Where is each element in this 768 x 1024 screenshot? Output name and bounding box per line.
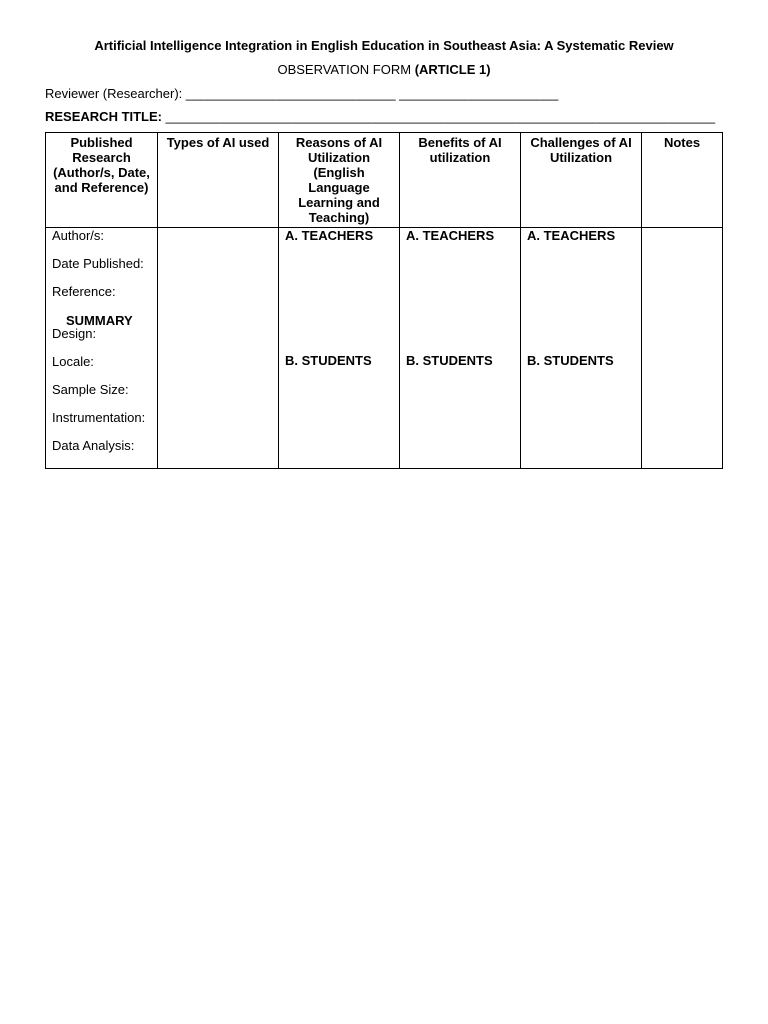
field-instrumentation: Instrumentation: <box>52 410 146 425</box>
summary-heading: SUMMARY <box>66 313 133 328</box>
reasons-cell[interactable] <box>279 228 400 469</box>
benefits-students-label: B. STUDENTS <box>406 353 493 368</box>
research-title-label: RESEARCH TITLE: <box>45 109 166 124</box>
header-reasons-of-ai: Reasons of AI Utilization (English Language Learning and Teaching) <box>279 133 400 228</box>
challenges-teachers-label: A. TEACHERS <box>527 228 616 243</box>
benefits-cell[interactable] <box>400 228 521 469</box>
reasons-teachers-label: A. TEACHERS <box>285 228 374 243</box>
table-row <box>46 228 723 469</box>
challenges-students-label: B. STUDENTS <box>527 353 614 368</box>
table-header-row <box>46 133 723 228</box>
field-date-published: Date Published: <box>52 256 144 271</box>
field-locale: Locale: <box>52 354 94 369</box>
header-published-research: Published Research (Author/s, Date, and Reference) <box>46 133 158 228</box>
benefits-teachers-label: A. TEACHERS <box>406 228 495 243</box>
form-subtitle <box>0 62 768 77</box>
observation-table <box>45 132 723 469</box>
research-title-row <box>45 109 715 124</box>
article-number: (ARTICLE 1) <box>414 62 491 77</box>
reviewer-row <box>45 86 558 101</box>
header-types-of-ai: Types of AI used <box>158 133 279 228</box>
document-title: Artificial Intelligence Integration in English Education in Southeast Asia: A Systematic Review <box>94 38 674 53</box>
reviewer-blank-line: _____________________________ ______________________ <box>185 86 559 101</box>
types-of-ai-cell[interactable] <box>158 228 279 469</box>
reviewer-label: Reviewer (Researcher): <box>45 86 186 101</box>
header-challenges-of-ai: Challenges of AI Utilization <box>521 133 642 228</box>
header-benefits-of-ai: Benefits of AI utilization <box>400 133 521 228</box>
field-data-analysis: Data Analysis: <box>52 438 135 453</box>
reasons-students-label: B. STUDENTS <box>285 353 372 368</box>
published-research-cell[interactable] <box>46 228 158 469</box>
research-title-blank-line: ____________________________________________________________________________ <box>165 109 716 124</box>
challenges-cell[interactable] <box>521 228 642 469</box>
field-reference: Reference: <box>52 284 116 299</box>
header-notes: Notes <box>642 133 723 228</box>
field-design: Design: <box>52 326 97 341</box>
subtitle-prefix: OBSERVATION FORM <box>277 62 415 77</box>
notes-cell[interactable] <box>642 228 723 469</box>
field-sample-size: Sample Size: <box>52 382 129 397</box>
field-authors: Author/s: <box>52 228 105 243</box>
